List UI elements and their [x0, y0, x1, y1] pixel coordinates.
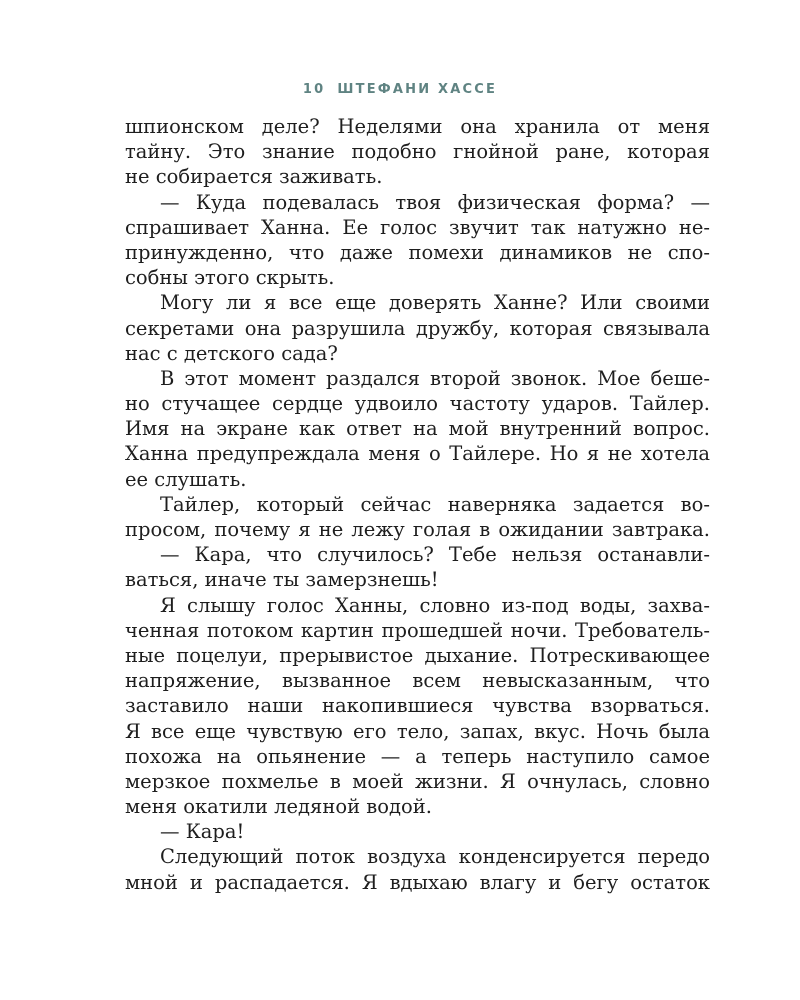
- text-line: — Куда подевалась твоя физическая форма? —: [160, 190, 710, 214]
- text-line: — Кара!: [160, 820, 245, 844]
- text-line: похожа на опьянение — а теперь наступило самое: [125, 744, 710, 768]
- text-line: мерзкое похмелье в моей жизни. Я очнулась, словно: [125, 769, 710, 793]
- text-line: ченная потоком картин прошедшей ночи. Требователь-: [125, 618, 710, 642]
- text-line: ее слушать.: [125, 467, 247, 491]
- text-line: Я слышу голос Ханны, словно из-под воды, захва-: [160, 593, 710, 617]
- text-line: ваться, иначе ты замерзнешь!: [125, 568, 439, 592]
- author-name: ШТЕФАНИ ХАССЕ: [337, 82, 498, 97]
- text-line: принужденно, что даже помехи динамиков не спо-: [125, 240, 710, 264]
- text-line: Могу ли я все еще доверять Ханне? Или своими: [160, 291, 710, 315]
- text-line: ные поцелуи, прерывистое дыхание. Потрескивающее: [125, 643, 710, 667]
- text-line: нас с детского сада?: [125, 341, 338, 365]
- text-line: В этот момент раздался второй звонок. Мое беше-: [160, 366, 710, 390]
- text-line: меня окатили ледяной водой.: [125, 795, 432, 819]
- text-line: собны этого скрыть.: [125, 266, 335, 290]
- page-number: 10: [302, 82, 326, 97]
- text-line: тайну. Это знание подобно гнойной ране, которая: [125, 140, 710, 164]
- text-line: не собирается заживать.: [125, 165, 383, 189]
- running-header: [0, 82, 800, 97]
- text-line: Имя на экране как ответ на мой внутренний вопрос.: [125, 417, 710, 441]
- text-line: Я все еще чувствую его тело, запах, вкус. Ночь была: [125, 719, 710, 743]
- text-line: заставило наши накопившиеся чувства взорваться.: [125, 694, 710, 718]
- text-line: но стучащее сердце удвоило частоту ударов. Тайлер.: [125, 392, 710, 416]
- text-line: — Кара, что случилось? Тебе нельзя останавли-: [160, 543, 710, 567]
- text-line: мной и распадается. Я вдыхаю влагу и бегу остаток: [125, 870, 710, 894]
- text-line: Ханна предупреждала меня о Тайлере. Но я не хотела: [125, 442, 710, 466]
- text-line: Тайлер, который сейчас наверняка задается во-: [160, 492, 710, 516]
- text-line: напряжение, вызванное всем невысказанным, что: [125, 669, 710, 693]
- text-line: шпионском деле? Неделями она хранила от меня: [125, 115, 710, 138]
- body-text: [125, 114, 710, 895]
- text-line: Следующий поток воздуха конденсируется передо: [160, 845, 710, 869]
- text-line: просом, почему я не лежу голая в ожидании завтрака.: [125, 518, 710, 541]
- text-line: секретами она разрушила дружбу, которая связывала: [125, 316, 710, 340]
- text-line: спрашивает Ханна. Ее голос звучит так натужно не-: [125, 215, 710, 239]
